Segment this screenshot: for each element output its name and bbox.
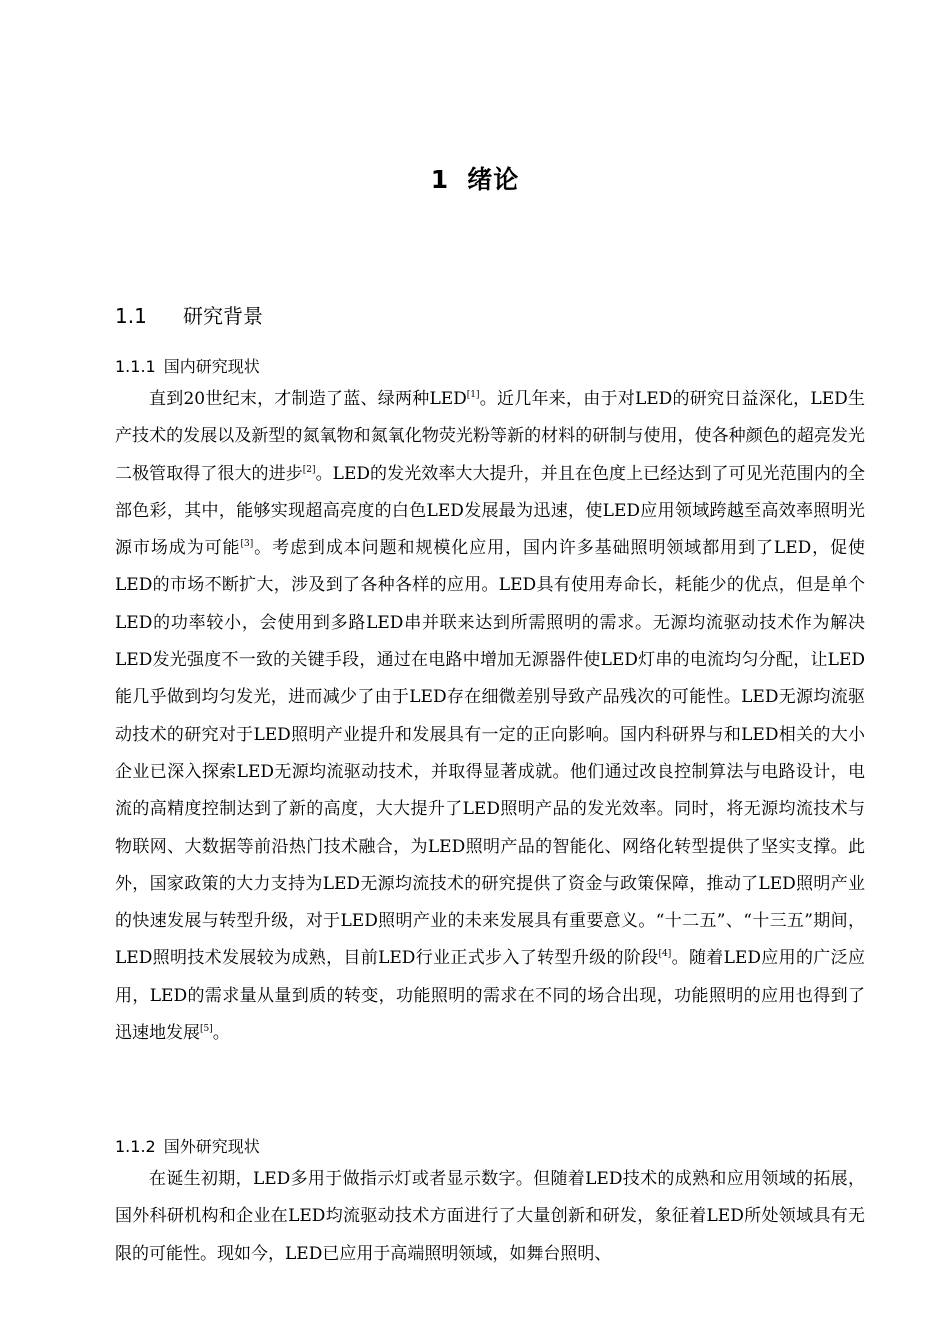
chapter-title xyxy=(0,160,950,196)
subsection-title-text: 国内研究现状 xyxy=(163,357,260,376)
section-number: 1.1 xyxy=(115,304,147,328)
body-paragraph xyxy=(115,381,865,1052)
subsection-title-text: 国外研究现状 xyxy=(163,1137,260,1156)
section-heading xyxy=(115,300,263,329)
subsection-heading xyxy=(115,354,260,377)
citation-ref: [2] xyxy=(302,464,316,475)
paragraph-text: 。近几年来，由于对LED的研究日益深化，LED生产技术的发展以及新型的氮氧物和氮氧化物荧光粉等新的材料的研制与使用，使各种颜色的超亮发光二极管取得了很大的进步 xyxy=(115,389,865,484)
paragraph-text: 。LED的发光效率大大提升，并且在色度上已经达到了可见光范围内的全部色彩，其中，能够实现超高亮度的白色LED发展最为迅速，使LED应用领域跨越至高效率照明光源市场成为可能 xyxy=(115,463,865,559)
paragraph-text: 。考虑到成本问题和规模化应用，国内许多基础照明领域都用到了LED，促使LED的市场不断扩大，涉及到了各种各样的应用。LED具有使用寿命长，耗能少的优点，但是单个LED的功率较小，会使用到多路LED串并联来达到所需照明的需求。无源均流驱动技术作为解决LED发光强度不一致的关键手段，通过在电路中增加无源器件使LED灯串的电流均匀分配，让LED能几乎做到均匀发光，进而减少了由于LED存在细微差别导致产品残次的可能性。LED无源均流驱动技术的研究对于LED照明产业提升和发展具有一定的正向影响。国内科研界与和LED相关的大小企业已深入探索LED无源均流驱动技术，并取得显著成就。他们通过改良控制算法与电路设计，电流的高精度控制达到了新的高度，大大提升了LED照明产品的发光效率。同时，将无源均流技术与物联网、大数据等前沿热门技术融合，为LED照明产品的智能化、网络化转型提供了坚实支撑。此外，国家政策的大力支持为LED无源均流技术的研究提供了资金与政策保障，推动了LED照明产业的快速发展与转型升级，对于LED照明产业的未来发展具有重要意义。“十二五”、“十三五”期间，LED照明技术发展较为成熟，目前LED行业正式步入了转型升级的阶段 xyxy=(115,538,866,969)
subsection-heading xyxy=(115,1134,260,1157)
body-paragraph xyxy=(115,1161,865,1273)
chapter-number: 1 xyxy=(430,165,450,194)
subsection-number: 1.1.1 xyxy=(115,357,156,376)
subsection-number: 1.1.2 xyxy=(115,1137,156,1156)
paragraph-text: 在诞生初期，LED多用于做指示灯或者显示数字。但随着LED技术的成熟和应用领域的拓展，国外科研机构和企业在LED均流驱动技术方面进行了大量创新和研发，象征着LED所处领域具有无限的可能性。现如今，LED已应用于高端照明领域，如舞台照明、 xyxy=(115,1169,865,1264)
paragraph-text: 。随着LED应用的广泛应用，LED的需求量从量到质的转变，功能照明的需求在不同的场合出现，功能照明的应用也得到了迅速地发展 xyxy=(115,948,865,1044)
chapter-title-text: 绪论 xyxy=(467,165,520,194)
citation-ref: [1] xyxy=(466,390,480,400)
paragraph-text: 直到20世纪末，才制造了蓝、绿两种LED xyxy=(149,389,467,409)
citation-ref: [5] xyxy=(200,1024,213,1035)
citation-ref: [3] xyxy=(240,539,254,550)
section-title-text: 研究背景 xyxy=(183,304,263,328)
citation-ref: [4] xyxy=(658,949,672,960)
paragraph-text: 。 xyxy=(212,1023,230,1044)
